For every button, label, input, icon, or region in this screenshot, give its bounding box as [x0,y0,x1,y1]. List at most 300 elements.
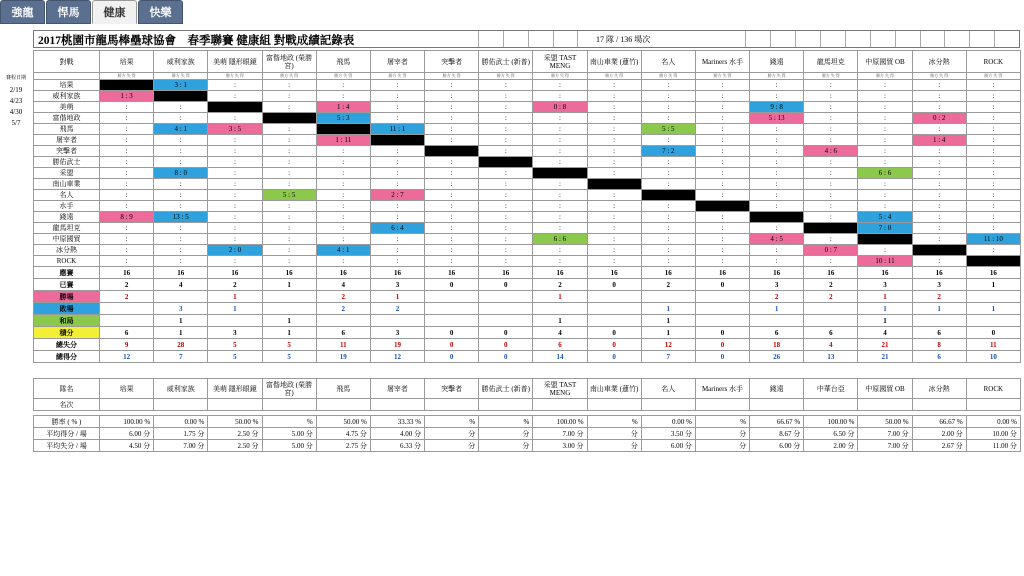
matrix-row [34,157,1021,168]
winrate-row-value: 66.67 % [750,416,804,428]
ranking-team-name: 南山車業 (蓮竹) [587,379,641,399]
matrix-score-cell: : [316,91,370,102]
ranking-team-name: 威利家族 [154,379,208,399]
matrix-score-cell: : [587,234,641,245]
matrix-score-cell: : [479,102,533,113]
stat-value: 26 [750,351,804,363]
ranking-team-name: 培果 [100,379,154,399]
ranking-rank-cell [750,399,804,411]
stat-value: 6 [100,327,154,339]
stat-value [587,291,641,303]
avg-lost-row-value: 5.00 分 [262,440,316,452]
header-grid [478,31,1019,47]
stat-value: 1 [208,303,262,315]
matrix-self-cell [262,113,316,124]
matrix-score-cell: : [262,223,316,234]
stat-value [587,303,641,315]
stat-row [34,339,1021,351]
matrix-score-cell: : [479,201,533,212]
stat-value: 3 [370,279,424,291]
stat-value [695,291,749,303]
matrix-self-cell [154,91,208,102]
matrix-score-cell: : [750,124,804,135]
matrix-score-cell: : [154,146,208,157]
stat-row [34,279,1021,291]
matrix-score-cell: 13 : 5 [154,212,208,223]
matrix-score-cell: : [533,80,587,91]
avg-score-row-value: 4.75 分 [316,428,370,440]
ranking-team-name: ROCK [966,379,1020,399]
matrix-score-cell: : [425,212,479,223]
matrix-row [34,234,1021,245]
matrix-score-cell: : [804,168,858,179]
tab-4[interactable]: 快樂 [138,0,183,24]
matrix-score-cell: : [641,157,695,168]
matrix-score-cell: : [262,201,316,212]
avg-lost-row-value: 6.33 分 [370,440,424,452]
stat-value: 6 [533,339,587,351]
matrix-score-cell: : [154,135,208,146]
matrix-row-team: ROCK [34,256,100,267]
winrate-row-value: 50.00 % [316,416,370,428]
matrix-row-team: 培果 [34,80,100,91]
matrix-score-cell: : [262,146,316,157]
stat-value: 21 [858,339,912,351]
matrix-score-cell: : [479,113,533,124]
matrix-score-cell: 3 : 1 [154,80,208,91]
stat-value: 4 [804,339,858,351]
matrix-score-cell: : [695,102,749,113]
matrix-score-cell: : [966,190,1020,201]
stat-value: 2 [804,279,858,291]
matrix-score-cell: : [154,157,208,168]
stat-value: 0 [479,327,533,339]
matrix-score-cell: : [804,157,858,168]
avg-lost-row-value: 2.75 分 [316,440,370,452]
schedule-date: 4/30 [9,108,23,116]
matrix-score-cell: : [100,113,154,124]
matrix-score-cell: : [425,256,479,267]
matrix-score-cell: : [912,234,966,245]
stat-row [34,303,1021,315]
stat-value: 1 [262,327,316,339]
matrix-sub-label: 勝方 失 得 [479,73,533,80]
tab-2[interactable]: 悍馬 [46,0,91,24]
matrix-row [34,91,1021,102]
matrix-row [34,212,1021,223]
matrix-score-cell: : [208,157,262,168]
matrix-score-cell: : [587,135,641,146]
matrix-sub-label: 勝方 失 得 [587,73,641,80]
matrix-score-cell: : [750,146,804,157]
matrix-score-cell: : [533,190,587,201]
avg-score-row-value: 7.00 分 [533,428,587,440]
matrix-score-cell: 10 : 11 [858,256,912,267]
matrix-score-cell: : [912,212,966,223]
stat-value [479,303,533,315]
matrix-score-cell: 8 : 0 [154,168,208,179]
matrix-score-cell: : [695,157,749,168]
matrix-row-team: 采盟 [34,168,100,179]
avg-lost-row-value: 6.00 分 [750,440,804,452]
stat-value [641,291,695,303]
matrix-score-cell: : [966,146,1020,157]
matrix-score-cell: : [587,146,641,157]
ranking-team-name: 錢遠 [750,379,804,399]
winrate-row-value: 0.00 % [966,416,1020,428]
matrix-self-cell [370,135,424,146]
matrix-row-team: 富偕地政 [34,113,100,124]
matrix-row [34,256,1021,267]
tab-3[interactable]: 健康 [92,0,137,24]
matrix-score-cell: : [858,80,912,91]
matrix-score-cell: : [479,245,533,256]
matrix-team-header: 飛馬 [316,51,370,73]
matrix-score-cell: : [641,91,695,102]
winrate-row-value: 100.00 % [100,416,154,428]
stat-value [316,315,370,327]
avg-score-row-value: 6.50 分 [804,428,858,440]
matrix-score-cell: : [154,234,208,245]
matrix-score-cell: : [858,179,912,190]
matrix-score-cell: : [425,190,479,201]
matrix-score-cell: : [804,256,858,267]
stat-value: 1 [262,315,316,327]
matrix-score-cell: : [966,201,1020,212]
matrix-row-team: 飛馬 [34,124,100,135]
matrix-score-cell: : [587,102,641,113]
stat-value: 1 [641,315,695,327]
stat-value: 3 [858,279,912,291]
matrix-score-cell: : [100,223,154,234]
stat-value: 1 [533,315,587,327]
matrix-score-cell: : [533,212,587,223]
matrix-score-cell: : [262,245,316,256]
matrix-score-cell: : [750,245,804,256]
matrix-score-cell: : [695,80,749,91]
header-cell [870,31,895,47]
matrix-score-cell: : [587,256,641,267]
avg-score-row-value: 5.00 分 [262,428,316,440]
ranking-rank-cell [100,399,154,411]
matrix-score-cell: : [154,256,208,267]
header-cell [994,31,1019,47]
ranking-team-name: 屠宰者 [370,379,424,399]
stat-value: 19 [316,351,370,363]
matrix-score-cell: : [966,135,1020,146]
stat-label: 總得分 [34,351,100,363]
stat-value [966,315,1020,327]
matrix-row-team: 名人 [34,190,100,201]
matrix-score-cell: : [804,124,858,135]
stat-value: 9 [100,339,154,351]
matrix-score-cell: : [316,168,370,179]
matrix-score-cell: : [479,146,533,157]
stat-value: 16 [100,267,154,279]
ranking-team-name: 冰分熱 [912,379,966,399]
matrix-score-cell: : [425,113,479,124]
matrix-score-cell: 5 : 5 [262,190,316,201]
ranking-rank-cell [804,399,858,411]
matrix-score-cell: 7 : 0 [858,223,912,234]
matrix-score-cell: : [154,223,208,234]
matrix-score-cell: 5 : 3 [316,113,370,124]
matrix-score-cell: : [100,135,154,146]
matrix-team-header: ROCK [966,51,1020,73]
matrix-score-cell: : [208,190,262,201]
matrix-score-cell: : [533,201,587,212]
matrix-score-cell: : [479,223,533,234]
matrix-score-cell: : [912,223,966,234]
matrix-score-cell: : [912,157,966,168]
stat-value: 0 [695,339,749,351]
matrix-score-cell: : [858,201,912,212]
matrix-score-cell: : [912,91,966,102]
matrix-row [34,135,1021,146]
ranking-rank-cell [912,399,966,411]
header-cell [795,31,820,47]
matrix-score-cell: : [695,113,749,124]
stat-value: 4 [316,279,370,291]
matrix-sub-label: 勝方 失 得 [262,73,316,80]
avg-lost-row-value: 2.00 分 [804,440,858,452]
matrix-score-cell: : [804,91,858,102]
stat-value: 11 [316,339,370,351]
matrix-self-cell [804,223,858,234]
stat-value: 6 [750,327,804,339]
stat-value: 16 [804,267,858,279]
matrix-score-cell: : [966,212,1020,223]
matrix-score-cell: : [262,256,316,267]
matrix-score-cell: : [370,146,424,157]
matrix-score-cell: : [641,256,695,267]
matrix-row-team: 美萌 [34,102,100,113]
matrix-self-cell [695,201,749,212]
matrix-score-cell: : [804,212,858,223]
matrix-score-cell: 5 : 5 [641,124,695,135]
matrix-score-cell: : [695,146,749,157]
matrix-score-cell: 2 : 7 [370,190,424,201]
matrix-score-cell: : [100,179,154,190]
matrix-score-cell: : [966,223,1020,234]
ranking-team-name: Mariners 水手 [695,379,749,399]
stat-value: 6 [912,327,966,339]
stat-value: 7 [154,351,208,363]
stat-value: 19 [370,339,424,351]
ranking-label-team: 隊名 [34,379,100,399]
matrix-score-cell: 7 : 2 [641,146,695,157]
avg-lost-row-label: 平均失分 / 場 [34,440,100,452]
stat-value: 12 [641,339,695,351]
ranking-team-name: 名人 [641,379,695,399]
matrix-score-cell: : [533,245,587,256]
matrix-score-cell: : [750,80,804,91]
avg-score-row-value: 10.00 分 [966,428,1020,440]
matrix-score-cell: 5 : 4 [858,212,912,223]
stat-label: 勝場 [34,291,100,303]
avg-lost-row-value: 3.00 分 [533,440,587,452]
stat-value: 4 [154,279,208,291]
stat-value: 3 [208,327,262,339]
matrix-self-cell [750,212,804,223]
stat-value: 21 [858,351,912,363]
stat-value: 1 [262,279,316,291]
matrix-team-header: Mariners 水手 [695,51,749,73]
stat-value: 16 [154,267,208,279]
matrix-score-cell: : [425,157,479,168]
matrix-row [34,113,1021,124]
stat-value: 1 [912,303,966,315]
tab-1[interactable]: 強龍 [0,0,45,24]
matrix-score-cell: : [262,135,316,146]
stat-value: 11 [966,339,1020,351]
ranking-rank-cell [858,399,912,411]
stat-value: 16 [533,267,587,279]
matrix-score-cell: : [208,234,262,245]
matrix-score-cell: : [316,201,370,212]
stat-value [912,315,966,327]
stat-value: 12 [370,351,424,363]
stat-value: 2 [100,291,154,303]
avg-lost-row-value: 分 [479,440,533,452]
ranking-rank-cell [316,399,370,411]
matrix-score-cell: : [262,212,316,223]
avg-score-row-label: 平均得分 / 場 [34,428,100,440]
matrix-sub-label: 勝方 失 得 [912,73,966,80]
matrix-row [34,168,1021,179]
matrix-score-cell: : [912,168,966,179]
matrix-score-cell: : [262,102,316,113]
matrix-score-cell: 11 : 10 [966,234,1020,245]
avg-lost-row-value: 4.50 分 [100,440,154,452]
matrix-score-cell: : [966,80,1020,91]
stat-value: 0 [966,327,1020,339]
stat-value: 0 [479,279,533,291]
matrix-score-cell: : [533,146,587,157]
stat-row [34,315,1021,327]
matrix-score-cell: : [425,245,479,256]
matrix-sub-blank [34,73,100,80]
matrix-score-cell: : [370,201,424,212]
avg-lost-row-value: 2.67 分 [912,440,966,452]
ranking-rank-cell [641,399,695,411]
ranking-team-name: 飛馬 [316,379,370,399]
matrix-score-cell: : [370,234,424,245]
avg-score-row-value: 8.67 分 [750,428,804,440]
winrate-row-value: 66.67 % [912,416,966,428]
matrix-score-cell: : [154,102,208,113]
stat-value: 2 [641,279,695,291]
stat-value: 2 [370,303,424,315]
matrix-score-cell: : [641,212,695,223]
stat-value: 1 [858,315,912,327]
stat-value: 4 [533,327,587,339]
stat-value: 8 [912,339,966,351]
stat-value: 16 [587,267,641,279]
stat-value: 6 [912,351,966,363]
matrix-score-cell: : [587,212,641,223]
stat-value: 18 [750,339,804,351]
ranking-label-rank: 名次 [34,399,100,411]
ranking-rank-cell [587,399,641,411]
stat-value: 0 [587,279,641,291]
stat-value: 1 [966,303,1020,315]
matrix-score-cell: : [370,168,424,179]
matrix-score-cell: : [100,146,154,157]
matrix-score-cell: : [587,223,641,234]
tab-bar [0,0,184,26]
stat-value [425,315,479,327]
matrix-score-cell: : [587,124,641,135]
stat-value: 6 [804,327,858,339]
matrix-score-cell: : [208,91,262,102]
matrix-score-cell: 1 : 11 [316,135,370,146]
matrix-score-cell: : [479,80,533,91]
matrix-score-cell: : [750,168,804,179]
matrix-team-header: 勝佑武士 (新普) [479,51,533,73]
matrix-team-header: 錢遠 [750,51,804,73]
stat-row [34,267,1021,279]
page-title: 2017桃園市龍馬棒壘球協會 春季聯賽 健康組 對戰成績記錄表 [38,35,355,47]
matrix-score-cell: : [316,190,370,201]
avg-score-row-value: 4.00 分 [370,428,424,440]
matrix-score-cell: : [912,190,966,201]
stat-value: 0 [425,327,479,339]
avg-lost-row-value: 分 [587,440,641,452]
avg-lost-row-value: 分 [695,440,749,452]
matrix-sub-label: 勝方 失 得 [858,73,912,80]
stat-value: 16 [370,267,424,279]
matrix-sub-label: 勝方 失 得 [154,73,208,80]
ranking-table [33,378,1021,452]
matrix-score-cell: : [316,212,370,223]
winrate-row-value: 50.00 % [208,416,262,428]
matrix-row [34,80,1021,91]
matrix-sub-label: 勝方 失 得 [425,73,479,80]
matrix-score-cell: : [966,102,1020,113]
matrix-sub-label: 勝方 失 得 [695,73,749,80]
matrix-row [34,146,1021,157]
matrix-score-cell: : [479,124,533,135]
matrix-score-cell: : [587,157,641,168]
matrix-score-cell: : [533,256,587,267]
stat-value: 1 [208,291,262,303]
stat-value: 1 [858,291,912,303]
matrix-score-cell: : [695,223,749,234]
matrix-score-cell: : [912,102,966,113]
matrix-score-cell: : [425,80,479,91]
matrix-score-cell: : [912,201,966,212]
matrix-row-team: 南山車業 [34,179,100,190]
matrix-score-cell: : [479,91,533,102]
stat-value: 16 [750,267,804,279]
matrix-sub-header [34,73,1021,80]
matrix-score-cell: 6 : 4 [370,223,424,234]
avg-lost-row [34,440,1021,452]
ranking-team-name: 中原國貿 OB [858,379,912,399]
header-cell [969,31,994,47]
matrix-score-cell: : [208,212,262,223]
matrix-score-cell: : [208,223,262,234]
stat-value: 16 [479,267,533,279]
matrix-score-cell: : [641,245,695,256]
stat-value: 5 [208,339,262,351]
stat-value: 1 [750,303,804,315]
avg-score-row-value: 7.00 分 [858,428,912,440]
schedule-date: 4/23 [9,97,23,105]
matrix-score-cell: : [208,135,262,146]
matrix-score-cell: : [695,135,749,146]
